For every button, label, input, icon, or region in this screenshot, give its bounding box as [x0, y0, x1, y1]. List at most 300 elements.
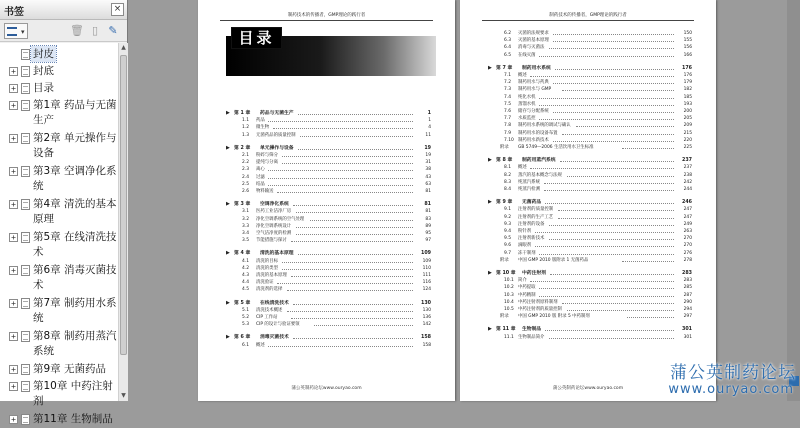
toc-title: 消毒灭菌技术 — [260, 335, 289, 341]
toc-leader-dots — [277, 279, 413, 284]
toc-number: 6.1 — [242, 342, 249, 348]
bookmark-item[interactable] — [0, 130, 118, 163]
toc-number: 8.1 — [504, 165, 511, 171]
bookmark-label-continued[interactable]: 系统 — [33, 345, 54, 357]
toc-section-entry[interactable] — [198, 152, 455, 159]
bookmark-item[interactable] — [0, 411, 118, 428]
toc-chapter-entry[interactable] — [198, 334, 455, 341]
toc-page-number: 166 — [683, 52, 692, 58]
toc-section-entry[interactable] — [460, 108, 716, 115]
bookmark-label-continued[interactable]: 原理 — [33, 213, 54, 225]
toc-leader-dots — [287, 286, 413, 291]
bookmark-label[interactable]: 封底 — [33, 65, 54, 77]
toc-number: 6.2 — [504, 31, 511, 36]
toc-leader-dots — [273, 124, 413, 129]
toc-title: 清洗的基本原理 — [260, 251, 294, 257]
toc-leader-dots — [291, 314, 413, 319]
toc-section-entry[interactable] — [460, 101, 716, 108]
toc-page-number: 1 — [428, 118, 431, 124]
toc-number: 9.2 — [504, 214, 511, 220]
toc-title: 中国 GMP 2010 版附录 1 无菌药品 — [518, 257, 589, 263]
toc-title: 药品 — [256, 118, 265, 124]
toc-section-entry[interactable] — [460, 164, 716, 171]
toc-page-number: 205 — [683, 116, 692, 122]
bookmark-label[interactable]: 第4章 清洗的基本 — [33, 198, 117, 210]
toc-leader-dots — [282, 265, 413, 270]
bookmark-item[interactable] — [0, 378, 118, 411]
bookmark-label[interactable]: 第1章 药品与无菌 — [33, 99, 117, 111]
toc-title: 中药注射剂原料制剂 — [518, 299, 558, 305]
toc-leader-dots — [553, 108, 674, 113]
options-menu-button[interactable] — [4, 23, 28, 39]
toc-page-number: 81 — [425, 189, 431, 194]
toc-section-entry[interactable] — [460, 44, 716, 51]
toc-title: CIP 的设计与验证要领 — [256, 322, 300, 328]
bookmarks-toolbar — [0, 20, 127, 42]
toc-leader-dots — [291, 237, 413, 242]
toc-section-entry[interactable] — [460, 172, 716, 179]
toc-page-number: 97 — [425, 238, 431, 244]
toc-leader-dots — [558, 206, 674, 211]
toc-page-number: 278 — [683, 257, 692, 263]
toc-section-entry[interactable] — [460, 130, 716, 137]
bookmark-label[interactable]: 目录 — [33, 82, 54, 94]
toc-section-entry[interactable] — [198, 132, 455, 139]
expand-toggle-icon[interactable]: + — [9, 200, 18, 209]
expand-toggle-icon[interactable]: + — [9, 332, 18, 341]
toc-page-number: 4 — [428, 125, 431, 131]
toc-section-entry[interactable] — [198, 124, 455, 131]
toc-section-entry[interactable] — [198, 174, 455, 181]
right-edge-strip — [787, 0, 800, 401]
toc-section-entry[interactable] — [460, 52, 716, 59]
chapter-marker-icon: ▶ — [226, 201, 230, 208]
chevron-down-icon: ▾ — [20, 28, 25, 36]
bookmark-label-continued[interactable]: 术 — [33, 279, 44, 291]
bookmark-tree-scrollbar[interactable] — [118, 43, 128, 401]
toc-number: 2.6 — [242, 189, 249, 194]
toc-number: 第 11 章 — [496, 327, 516, 333]
expand-toggle-icon[interactable]: + — [9, 299, 18, 308]
toc-chapter-entry[interactable] — [460, 65, 716, 72]
toc-banner-title: 目录 — [231, 27, 282, 49]
toc-page-number: 81 — [425, 209, 431, 215]
toc-number: 5.2 — [242, 315, 249, 320]
toc-number: 7.4 — [504, 94, 511, 100]
toc-leader-dots — [530, 72, 674, 77]
close-panel-icon[interactable]: × — [111, 3, 124, 16]
toc-page-number: 215 — [683, 130, 692, 136]
toc-page-number: 237 — [681, 158, 692, 164]
toc-title: 净化空调系统设计 — [256, 223, 292, 229]
toc-number: 4.5 — [242, 287, 249, 293]
toc-chapter-entry[interactable] — [198, 300, 455, 307]
bookmark-item[interactable] — [0, 229, 118, 262]
bookmark-label-continued[interactable]: 设备 — [33, 147, 54, 159]
bookmark-label-continued[interactable]: 统 — [33, 312, 44, 324]
toc-page-number: 179 — [683, 80, 692, 86]
toc-title: 在线清洗技术 — [260, 300, 289, 306]
toc-leader-dots — [282, 159, 413, 164]
toc-section-entry[interactable] — [198, 181, 455, 188]
toc-leader-dots — [530, 277, 674, 282]
toc-section-entry[interactable] — [460, 299, 716, 306]
chapter-marker-icon: ▶ — [226, 110, 230, 116]
toc-section-entry[interactable] — [198, 188, 455, 195]
toc-title: 制药用水与 GMP — [518, 87, 552, 93]
toc-title: 提纯与分离 — [256, 160, 278, 166]
bookmarks-panel — [0, 0, 128, 425]
running-head: 制药技术的传播者，GMP理论的践行者 — [549, 13, 627, 18]
toc-page-number: 156 — [683, 45, 692, 51]
toc-title: 制药用蒸汽系统 — [522, 158, 556, 164]
toc-section-entry[interactable] — [198, 166, 455, 173]
toc-chapter-entry[interactable] — [460, 157, 716, 164]
toc-leader-dots — [300, 132, 413, 137]
bookmark-item[interactable] — [0, 361, 118, 378]
toc-section-entry[interactable] — [460, 94, 716, 101]
bookmark-item[interactable] — [0, 97, 118, 130]
toc-leader-dots — [562, 130, 674, 135]
toc-number: 第 3 章 — [234, 202, 251, 208]
toc-section-entry[interactable] — [460, 72, 716, 79]
toc-title: 清洗验证 — [256, 280, 274, 286]
toc-title: 空气洁净度的检测 — [256, 231, 292, 236]
toc-number: 4.4 — [242, 280, 249, 286]
toc-page-number: 249 — [683, 221, 692, 227]
toc-chapter-entry[interactable] — [460, 270, 716, 277]
toc-number: 4.3 — [242, 273, 249, 278]
bookmark-page-icon — [21, 49, 30, 60]
toc-page-number: 11 — [425, 132, 431, 138]
toc-section-entry[interactable] — [460, 277, 716, 284]
toc-page-number: 83 — [425, 216, 431, 222]
delete-bookmark-icon[interactable]: 🗑 — [70, 24, 84, 37]
bookmark-label[interactable]: 第6章 消毒灭菌技 — [33, 264, 117, 276]
toc-leader-dots — [293, 201, 413, 206]
toc-leader-dots — [530, 164, 674, 169]
toc-page-number: 130 — [420, 300, 431, 306]
toc-title: 清洗的目标 — [256, 258, 278, 264]
toc-leader-dots — [539, 94, 674, 99]
toc-title: 粉碎与筛分 — [256, 153, 278, 158]
chapter-marker-icon: ▶ — [488, 64, 492, 71]
toc-number: 第 9 章 — [496, 200, 513, 206]
scroll-up-icon[interactable]: ▲ — [121, 44, 126, 51]
expand-toggle-icon[interactable]: + — [9, 101, 18, 110]
toc-number: 10.1 — [504, 278, 514, 284]
toc-section-entry[interactable] — [460, 306, 716, 313]
toc-page-number: 290 — [683, 299, 692, 305]
toc-number: 2.4 — [242, 174, 249, 180]
toc-title: GB 5749—2006 生活饮用水卫生标准 — [518, 145, 594, 150]
toc-number: 第 10 章 — [496, 271, 516, 276]
toc-title: 注射剂的生产工艺 — [518, 214, 554, 220]
expand-toggle-icon[interactable]: + — [9, 67, 18, 76]
toc-number: 9.6 — [504, 243, 511, 249]
toc-number: 附录 — [500, 145, 509, 150]
toc-section-entry[interactable] — [198, 279, 455, 286]
bookmark-label-continued[interactable]: 术 — [33, 246, 44, 258]
toc-leader-dots — [553, 79, 674, 84]
toc-title: 制药用水系统的调试与确认 — [518, 123, 571, 129]
toc-title: 清洗剂的选择 — [256, 287, 283, 293]
expand-toggle-icon[interactable]: + — [9, 84, 18, 93]
pdf-page-right — [460, 0, 716, 401]
toc-leader-dots — [539, 115, 674, 120]
toc-section-entry[interactable] — [460, 228, 716, 235]
toc-number: 附录 — [500, 257, 509, 263]
toc-page-number: 109 — [422, 258, 431, 264]
toc-chapter-entry[interactable] — [198, 201, 455, 208]
toc-chapter-entry[interactable] — [460, 326, 716, 333]
expand-toggle-icon[interactable]: + — [9, 233, 18, 242]
toc-section-entry[interactable] — [460, 79, 716, 86]
toc-leader-dots — [567, 306, 674, 311]
toc-number: 2.1 — [242, 153, 249, 158]
toc-leader-dots — [539, 284, 674, 289]
toc-section-entry[interactable] — [460, 186, 716, 193]
toc-page-number: 109 — [420, 251, 431, 257]
toc-title: CIP 工作站 — [256, 315, 278, 320]
bookmark-label[interactable]: 第7章 制药用水系 — [33, 297, 117, 309]
toc-number: 4.1 — [242, 258, 249, 264]
bookmark-page-icon — [21, 133, 30, 144]
toc-section-entry[interactable] — [460, 214, 716, 221]
scrollbar-thumb[interactable] — [120, 55, 127, 355]
toc-section-entry[interactable] — [460, 235, 716, 242]
chapter-marker-icon: ▶ — [488, 199, 492, 206]
scroll-down-icon[interactable]: ▼ — [121, 392, 126, 399]
bookmark-item[interactable] — [0, 262, 118, 295]
toc-number: 9.7 — [504, 250, 511, 256]
bookmark-label[interactable]: 第5章 在线清洗技 — [33, 231, 117, 243]
toc-section-entry[interactable] — [460, 137, 716, 144]
bookmark-label[interactable]: 第3章 空调净化系 — [33, 165, 117, 177]
toc-section-entry[interactable] — [198, 208, 455, 215]
toc-title: 无菌药品的质量控制 — [256, 132, 296, 138]
expand-toggle-icon[interactable]: + — [9, 266, 18, 275]
document-viewport[interactable] — [129, 0, 800, 401]
toc-page-number: 285 — [683, 285, 692, 291]
toc-section-entry[interactable] — [198, 321, 455, 328]
toc-number: 4.2 — [242, 265, 249, 271]
toc-appendix-entry[interactable] — [460, 144, 716, 151]
toc-leader-dots — [314, 321, 413, 326]
toc-page-number: 283 — [681, 271, 692, 276]
toc-section-entry[interactable] — [198, 159, 455, 166]
toc-leader-dots — [287, 307, 413, 312]
bookmark-item[interactable] — [0, 163, 118, 196]
toc-number: 2.5 — [242, 181, 249, 187]
toc-page-number: 193 — [683, 101, 692, 107]
toc-number: 7.10 — [504, 137, 514, 143]
toc-page-number: 176 — [681, 65, 692, 71]
expand-toggle-icon[interactable]: + — [9, 415, 18, 424]
toc-number: 9.4 — [504, 229, 511, 234]
expand-toggle-icon[interactable]: + — [9, 382, 18, 391]
toc-section-entry[interactable] — [198, 265, 455, 272]
toc-title: 清洗的类型 — [256, 265, 278, 271]
bookmark-label[interactable]: 封皮 — [33, 48, 54, 60]
toc-chapter-entry[interactable] — [198, 145, 455, 152]
bookmark-label-continued[interactable]: 生产 — [33, 114, 54, 126]
page-footer: 蒲公英制药论坛www.ouryao.com — [552, 386, 624, 391]
bookmark-page-icon — [21, 83, 30, 94]
chapter-marker-icon: ▶ — [488, 157, 492, 164]
expand-toggle-icon[interactable]: + — [9, 134, 18, 143]
chapter-marker-icon: ▶ — [226, 334, 230, 341]
toc-page-number: 209 — [683, 123, 692, 129]
header-rule — [482, 20, 694, 21]
toc-section-entry[interactable] — [460, 242, 716, 249]
toc-section-entry[interactable] — [198, 307, 455, 314]
toc-section-entry[interactable] — [198, 286, 455, 293]
toc-section-entry[interactable] — [198, 216, 455, 223]
toc-page-number: 176 — [683, 73, 692, 78]
toc-title: 粉针剂 — [518, 229, 532, 234]
bookmark-label[interactable]: 第10章 中药注射 — [33, 380, 113, 392]
expand-toggle-icon[interactable]: + — [9, 365, 18, 374]
bookmark-item[interactable] — [0, 63, 118, 80]
toc-title: 中国 GMP 2010 版 附录 5 中药制剂 — [518, 314, 590, 320]
toc-appendix-entry[interactable] — [460, 313, 716, 320]
bookmark-tree[interactable] — [0, 43, 118, 425]
toc-leader-dots — [544, 179, 674, 184]
toc-section-entry[interactable] — [460, 37, 716, 44]
bookmark-properties-icon[interactable]: ✎ — [108, 24, 118, 37]
toc-page-number: 95 — [425, 231, 431, 236]
toc-title: 概述 — [256, 342, 265, 348]
toc-title: 净化空调系统的空气处理 — [256, 216, 305, 222]
toc-section-entry[interactable] — [460, 250, 716, 257]
toc-section-entry[interactable] — [198, 223, 455, 230]
toc-page-number: 301 — [683, 334, 692, 340]
bookmark-label-continued[interactable]: 剂 — [33, 395, 44, 407]
toc-number: 7.9 — [504, 130, 511, 136]
toc-title: 节能措施与探讨 — [256, 238, 287, 244]
toc-number: 5.3 — [242, 322, 249, 328]
toc-page-number: 276 — [683, 250, 692, 256]
bookmark-page-icon — [21, 364, 30, 375]
toc-section-entry[interactable] — [460, 122, 716, 129]
toc-leader-dots — [544, 186, 674, 191]
pdf-page-left — [198, 0, 455, 401]
toc-chapter-entry[interactable] — [460, 199, 716, 206]
toc-number: 6.4 — [504, 45, 511, 51]
toc-section-entry[interactable] — [460, 284, 716, 291]
toc-leader-dots — [553, 37, 674, 42]
toc-leader-dots — [622, 257, 674, 262]
toc-leader-dots — [291, 272, 413, 277]
toc-number: 3.5 — [242, 238, 249, 244]
list-options-icon — [7, 27, 17, 36]
toc-leader-dots — [562, 86, 674, 91]
toc-title: 单元操作与设备 — [260, 145, 294, 151]
bookmark-label[interactable]: 第8章 制药用蒸汽 — [33, 330, 117, 342]
toc-section-entry[interactable] — [198, 258, 455, 265]
toc-title: 概述 — [518, 165, 527, 171]
chapter-marker-icon: ▶ — [226, 250, 230, 257]
toc-number: 附录 — [500, 314, 509, 320]
toc-section-entry[interactable] — [460, 86, 716, 93]
toc-title: 过滤 — [256, 174, 265, 180]
bookmark-label-continued[interactable]: 统 — [33, 180, 44, 192]
toc-leader-dots — [549, 44, 674, 49]
toc-number: 第 2 章 — [234, 145, 251, 151]
bookmark-page-icon — [21, 331, 30, 342]
toc-section-entry[interactable] — [198, 117, 455, 124]
toc-page-number: 111 — [422, 273, 431, 278]
toc-section-entry[interactable] — [460, 115, 716, 122]
toc-page-number: 270 — [683, 243, 692, 249]
bookmark-item[interactable] — [0, 328, 118, 361]
toc-leader-dots — [567, 172, 674, 177]
toc-section-entry[interactable] — [198, 314, 455, 321]
bookmark-label[interactable]: 第2章 单元操作与 — [33, 132, 117, 144]
toc-section-entry[interactable] — [198, 230, 455, 237]
toc-leader-dots — [277, 188, 413, 193]
watermark-text: 蒲公英制药论坛 — [670, 363, 796, 383]
toc-title: 制药用水的设备布置 — [518, 130, 558, 136]
toc-number: 7.2 — [504, 80, 511, 86]
toc-section-entry[interactable] — [460, 292, 716, 299]
bookmark-label[interactable]: 第11章 生物制品 — [33, 413, 113, 425]
toc-section-entry[interactable] — [198, 237, 455, 244]
toc-number: 2.2 — [242, 160, 249, 166]
toc-number: 6.3 — [504, 38, 511, 44]
toc-number: 7.7 — [504, 116, 511, 122]
toc-leader-dots — [282, 258, 413, 263]
new-bookmark-icon[interactable]: ▯ — [91, 24, 99, 37]
toc-title: 灭菌的法规要求 — [518, 31, 549, 36]
bookmark-item[interactable] — [0, 46, 118, 63]
toc-leader-dots — [296, 223, 413, 228]
bookmark-item[interactable] — [0, 196, 118, 229]
expand-toggle-icon[interactable]: + — [9, 167, 18, 176]
bookmark-page-icon — [21, 100, 30, 111]
bookmark-item[interactable] — [0, 80, 118, 97]
header-rule — [220, 20, 433, 21]
bookmark-page-icon — [21, 414, 30, 425]
bookmark-item[interactable] — [0, 295, 118, 328]
bookmark-label[interactable]: 第9章 无菌药品 — [33, 363, 107, 375]
toc-number: 10.3 — [504, 292, 514, 298]
toc-page-number: 283 — [683, 278, 692, 284]
toc-chapter-entry[interactable] — [198, 110, 455, 117]
toc-title: 中药注射剂 — [522, 271, 546, 276]
toc-title: 清洗的基本原理 — [256, 273, 287, 278]
toc-title: 简介 — [518, 278, 527, 284]
toc-chapter-entry[interactable] — [198, 250, 455, 257]
toc-page-number: 136 — [422, 315, 431, 320]
toc-appendix-entry[interactable] — [460, 257, 716, 264]
toc-section-entry[interactable] — [460, 206, 716, 213]
toc-section-entry[interactable] — [198, 272, 455, 279]
toc-section-entry[interactable] — [460, 221, 716, 228]
toc-section-entry[interactable] — [460, 179, 716, 186]
toc-number: 9.1 — [504, 207, 511, 213]
toc-page-number: 1 — [427, 111, 431, 116]
toc-leader-dots — [282, 152, 413, 157]
toc-leader-dots — [268, 342, 413, 347]
toc-section-entry[interactable] — [460, 30, 716, 37]
toc-section-entry[interactable] — [460, 334, 716, 341]
toc-number: 7.5 — [504, 101, 511, 107]
toc-number: 6.5 — [504, 52, 511, 58]
bookmarks-panel-title: 书签 — [4, 7, 24, 18]
toc-section-entry[interactable] — [198, 342, 455, 349]
